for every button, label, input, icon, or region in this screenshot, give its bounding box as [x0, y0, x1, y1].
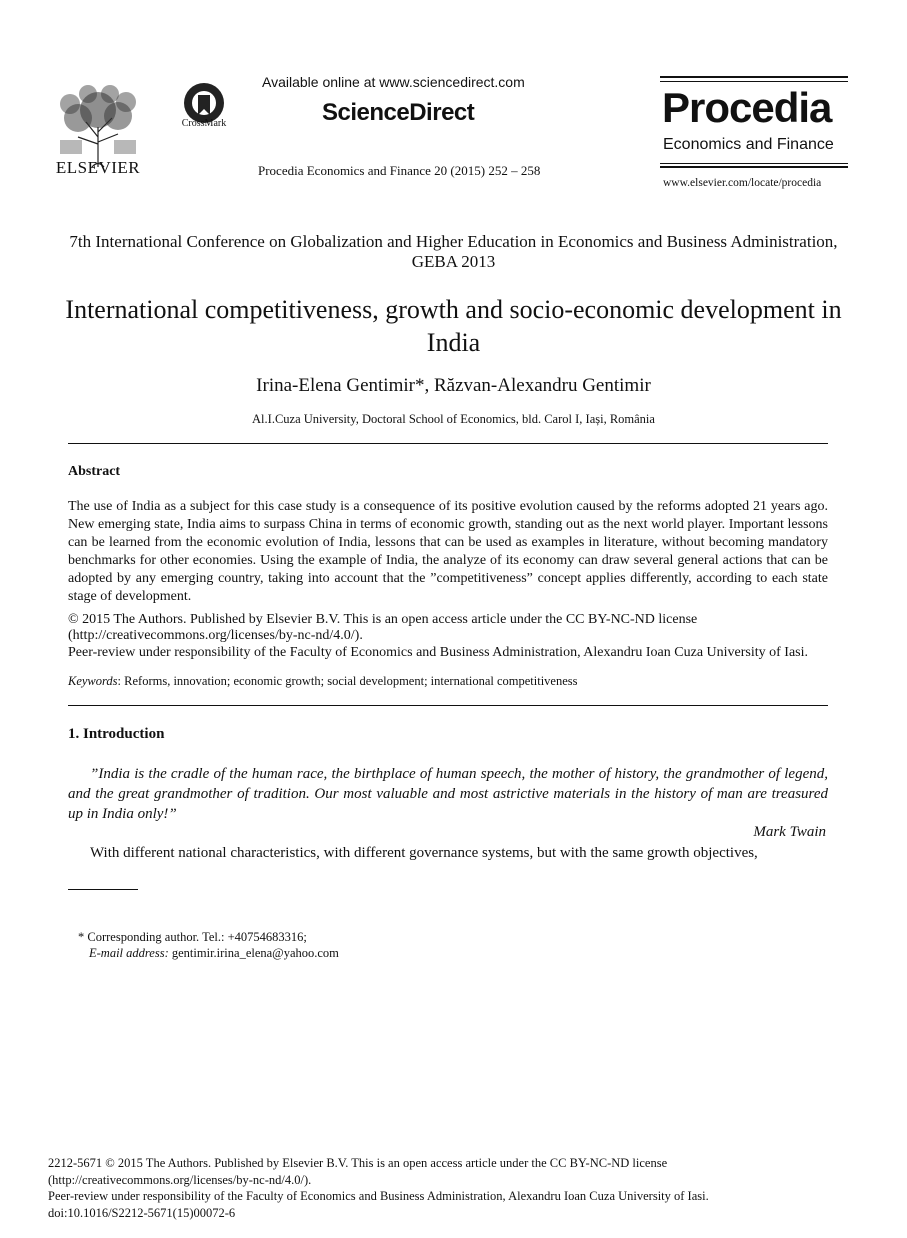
introduction-heading: 1. Introduction — [68, 726, 165, 742]
author-affiliation: Al.I.Cuza University, Doctoral School of Economics, bld. Carol I, Iași, România — [252, 412, 655, 426]
bottom-publication-info — [48, 1155, 848, 1221]
doi-line[interactable]: doi:10.1016/S2212-5671(15)00072-6 — [48, 1205, 236, 1220]
procedia-url-link[interactable]: www.elsevier.com/locate/procedia — [663, 177, 822, 189]
sciencedirect-logo[interactable]: ScienceDirect — [322, 99, 475, 126]
section-divider — [68, 443, 828, 444]
procedia-rule — [660, 76, 848, 78]
bottom-license-link[interactable]: (http://creativecommons.org/licenses/by-nc-nd/4.0/). — [48, 1172, 312, 1187]
copyright-notice: © 2015 The Authors. Published by Elsevier B.V. This is an open access article under the CC BY-NC-ND license — [68, 612, 698, 627]
conference-name: 7th International Conference on Globalization and Higher Education in Economics and Business Administration, GEBA 2013 — [69, 232, 838, 271]
quote-attribution: Mark Twain — [753, 824, 826, 840]
corresponding-author-note: * Corresponding author. Tel.: +40754683316; — [78, 930, 307, 944]
peer-review-notice: Peer-review under responsibility of the Faculty of Economics and Business Administration, Alexandru Ioan Cuza University of Iasi. — [68, 645, 809, 660]
procedia-rule — [660, 166, 848, 168]
license-link[interactable]: (http://creativecommons.org/licenses/by-nc-nd/4.0/). — [68, 628, 363, 643]
crossmark-label: CrossMark — [181, 118, 227, 129]
journal-reference: Procedia Economics and Finance 20 (2015) 252 – 258 — [258, 163, 541, 178]
keywords-line — [68, 674, 578, 689]
email-note — [89, 946, 339, 961]
epigraph-quote: ”India is the cradle of the human race, the birthplace of human speech, the mother of history, the grandmother of legend, and the great grandmother of tradition. Our most valuable and most astrictive materials in the history of man are treasured up in India only!” — [68, 766, 828, 822]
paper-title: International competitiveness, growth and socio-economic development in India — [65, 295, 842, 357]
issn-copyright-line: 2212-5671 © 2015 The Authors. Published by Elsevier B.V. This is an open access article under the CC BY-NC-ND license — [48, 1156, 668, 1170]
abstract-body: The use of India as a subject for this case study is a consequence of its positive evolution caused by the reforms adopted 21 years ago. New emerging state, India aims to surpass China in terms of economic growth, standing out as the next world player. Important lessons can be learned from the economic evolution of India, lessons that can be used as examples in literature, without becoming mandatory benchmarks for other economies. Using the example of India, the analyze of its economy can draw several general actions that can be adopted by any emerging country, taking into account that the ”competitiveness” concept applies differently, according to each state stage of development. — [68, 499, 828, 604]
introduction-paragraph: With different national characteristics, with different governance systems, but with the same growth objectives, — [90, 845, 758, 861]
elsevier-wordmark: ELSEVIER — [55, 158, 141, 177]
footnote-rule — [68, 889, 138, 890]
keywords-list: : Reforms, innovation; economic growth; social development; international competitiveness — [117, 674, 578, 688]
procedia-logo-title: Procedia — [662, 84, 832, 131]
email-label: E-mail address: — [89, 946, 169, 960]
available-online-text: Available online at www.sciencedirect.com — [262, 74, 525, 90]
section-divider — [68, 705, 828, 706]
author-list: Irina-Elena Gentimir*, Răzvan-Alexandru Gentimir — [256, 375, 651, 396]
abstract-heading: Abstract — [68, 464, 121, 479]
keywords-label: Keywords — [68, 674, 118, 688]
procedia-rule — [660, 163, 848, 164]
procedia-rule — [660, 81, 848, 82]
procedia-logo-subtitle: Economics and Finance — [663, 136, 834, 153]
email-address[interactable]: gentimir.irina_elena@yahoo.com — [168, 946, 339, 960]
bottom-peer-review: Peer-review under responsibility of the Faculty of Economics and Business Administration, Alexandru Ioan Cuza University of Iasi. — [48, 1189, 709, 1203]
